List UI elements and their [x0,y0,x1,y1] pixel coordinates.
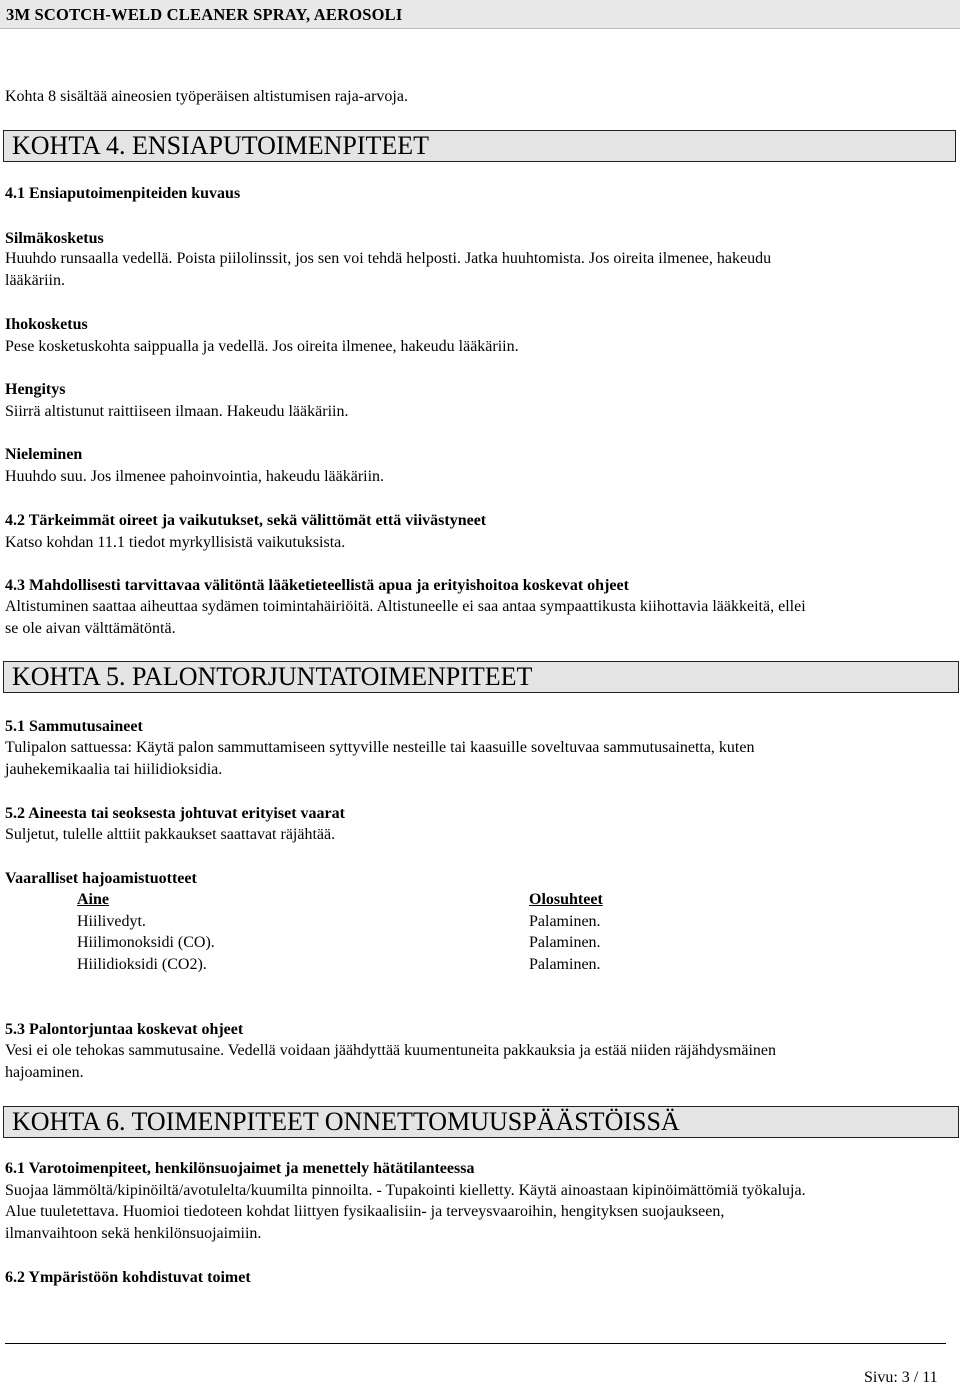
eye-contact-title: Silmäkosketus [5,230,104,247]
section-6-2-title: 6.2 Ympäristöön kohdistuvat toimet [5,1269,251,1286]
table-header-condition: Olosuhteet [529,891,603,908]
ingestion-title: Nieleminen [5,446,83,463]
section-5-1-text-1: Tulipalon sattuessa: Käytä palon sammuttamiseen syttyville nesteille tai kaasuille soveltuvaa sammutusainetta, kuten [5,739,755,756]
section-6-1-title: 6.1 Varotoimenpiteet, henkilönsuojaimet ja menettely hätätilanteessa [5,1160,475,1177]
page-number: Sivu: 3 / 11 [864,1369,938,1386]
intro-text: Kohta 8 sisältää aineosien työperäisen altistumisen raja-arvoja. [5,88,408,105]
document-title: 3M SCOTCH-WELD CLEANER SPRAY, AEROSOLI [6,5,403,24]
table-cell-substance: Hiilidioksidi (CO2). [77,956,207,973]
section-5-heading-box [3,661,959,693]
hazardous-products-title: Vaaralliset hajoamistuotteet [5,870,197,887]
section-6-heading: KOHTA 6. TOIMENPITEET ONNETTOMUUSPÄÄSTÖISSÄ [12,1107,680,1136]
skin-contact-title: Ihokosketus [5,316,88,333]
section-4-2-title: 4.2 Tärkeimmät oireet ja vaikutukset, sekä välittömät että viivästyneet [5,512,487,529]
section-5-3-text-2: hajoaminen. [5,1064,84,1081]
table-header-substance: Aine [77,891,109,908]
section-5-1-title: 5.1 Sammutusaineet [5,718,143,735]
footer-divider [5,1343,946,1344]
table-cell-condition: Palaminen. [529,913,601,930]
skin-contact-text: Pese kosketuskohta saippualla ja vedellä. Jos oireita ilmenee, hakeudu lääkäriin. [5,338,519,355]
section-6-1-text-3: ilmanvaihtoon sekä henkilönsuojaimiin. [5,1225,262,1242]
section-6-1-text-1: Suojaa lämmöltä/kipinöiltä/avotulelta/kuumilta pinnoilta. - Tupakointi kielletty. Käytä ainoastaan kipinöimättömiä työkaluja. [5,1182,806,1199]
ingestion-text: Huuhdo suu. Jos ilmenee pahoinvointia, hakeudu lääkäriin. [5,468,385,485]
section-5-3-text-1: Vesi ei ole tehokas sammutusaine. Vedellä voidaan jäähdyttää kuumentuneita pakkauksia ja estää niiden räjähdysmäinen [5,1042,777,1059]
table-cell-condition: Palaminen. [529,934,601,951]
table-cell-condition: Palaminen. [529,956,601,973]
inhalation-title: Hengitys [5,381,66,398]
table-cell-substance: Hiilivedyt. [77,913,146,930]
section-6-heading-box [3,1106,959,1138]
section-5-2-title: 5.2 Aineesta tai seoksesta johtuvat erityiset vaarat [5,805,345,822]
page-header [0,0,960,29]
section-5-1-text-2: jauhekemikaalia tai hiilidioksidia. [5,761,223,778]
section-4-2-text: Katso kohdan 11.1 tiedot myrkyllisistä vaikutuksista. [5,534,346,551]
section-4-1-title: 4.1 Ensiaputoimenpiteiden kuvaus [5,185,241,202]
section-5-2-text: Suljetut, tulelle alttiit pakkaukset saattavat räjähtää. [5,826,336,843]
eye-contact-text-1: Huuhdo runsaalla vedellä. Poista piilolinssit, jos sen voi tehdä helposti. Jatka huuhtomista. Jos oireita ilmenee, hakeudu [5,250,772,267]
eye-contact-text-2: lääkäriin. [5,272,65,289]
section-4-heading-box [3,130,956,162]
section-5-3-title: 5.3 Palontorjuntaa koskevat ohjeet [5,1021,244,1038]
section-4-3-text-2: se ole aivan välttämätöntä. [5,620,176,637]
section-6-1-text-2: Alue tuuletettava. Huomioi tiedoteen kohdat liittyen fysikaalisiin- ja terveysvaaroihin, hengityksen suojaukseen, [5,1203,725,1220]
table-cell-substance: Hiilimonoksidi (CO). [77,934,215,951]
section-5-heading: KOHTA 5. PALONTORJUNTATOIMENPITEET [12,662,533,691]
section-4-heading: KOHTA 4. ENSIAPUTOIMENPITEET [12,131,430,160]
section-4-3-text-1: Altistuminen saattaa aiheuttaa sydämen toimintahäiriöitä. Altistuneelle ei saa antaa sympaattikusta kiihottavia lääkkeitä, ellei [5,598,806,615]
section-4-3-title: 4.3 Mahdollisesti tarvittavaa välitöntä lääketieteellistä apua ja erityishoitoa koskevat ohjeet [5,577,629,594]
inhalation-text: Siirrä altistunut raittiiseen ilmaan. Hakeudu lääkäriin. [5,403,349,420]
